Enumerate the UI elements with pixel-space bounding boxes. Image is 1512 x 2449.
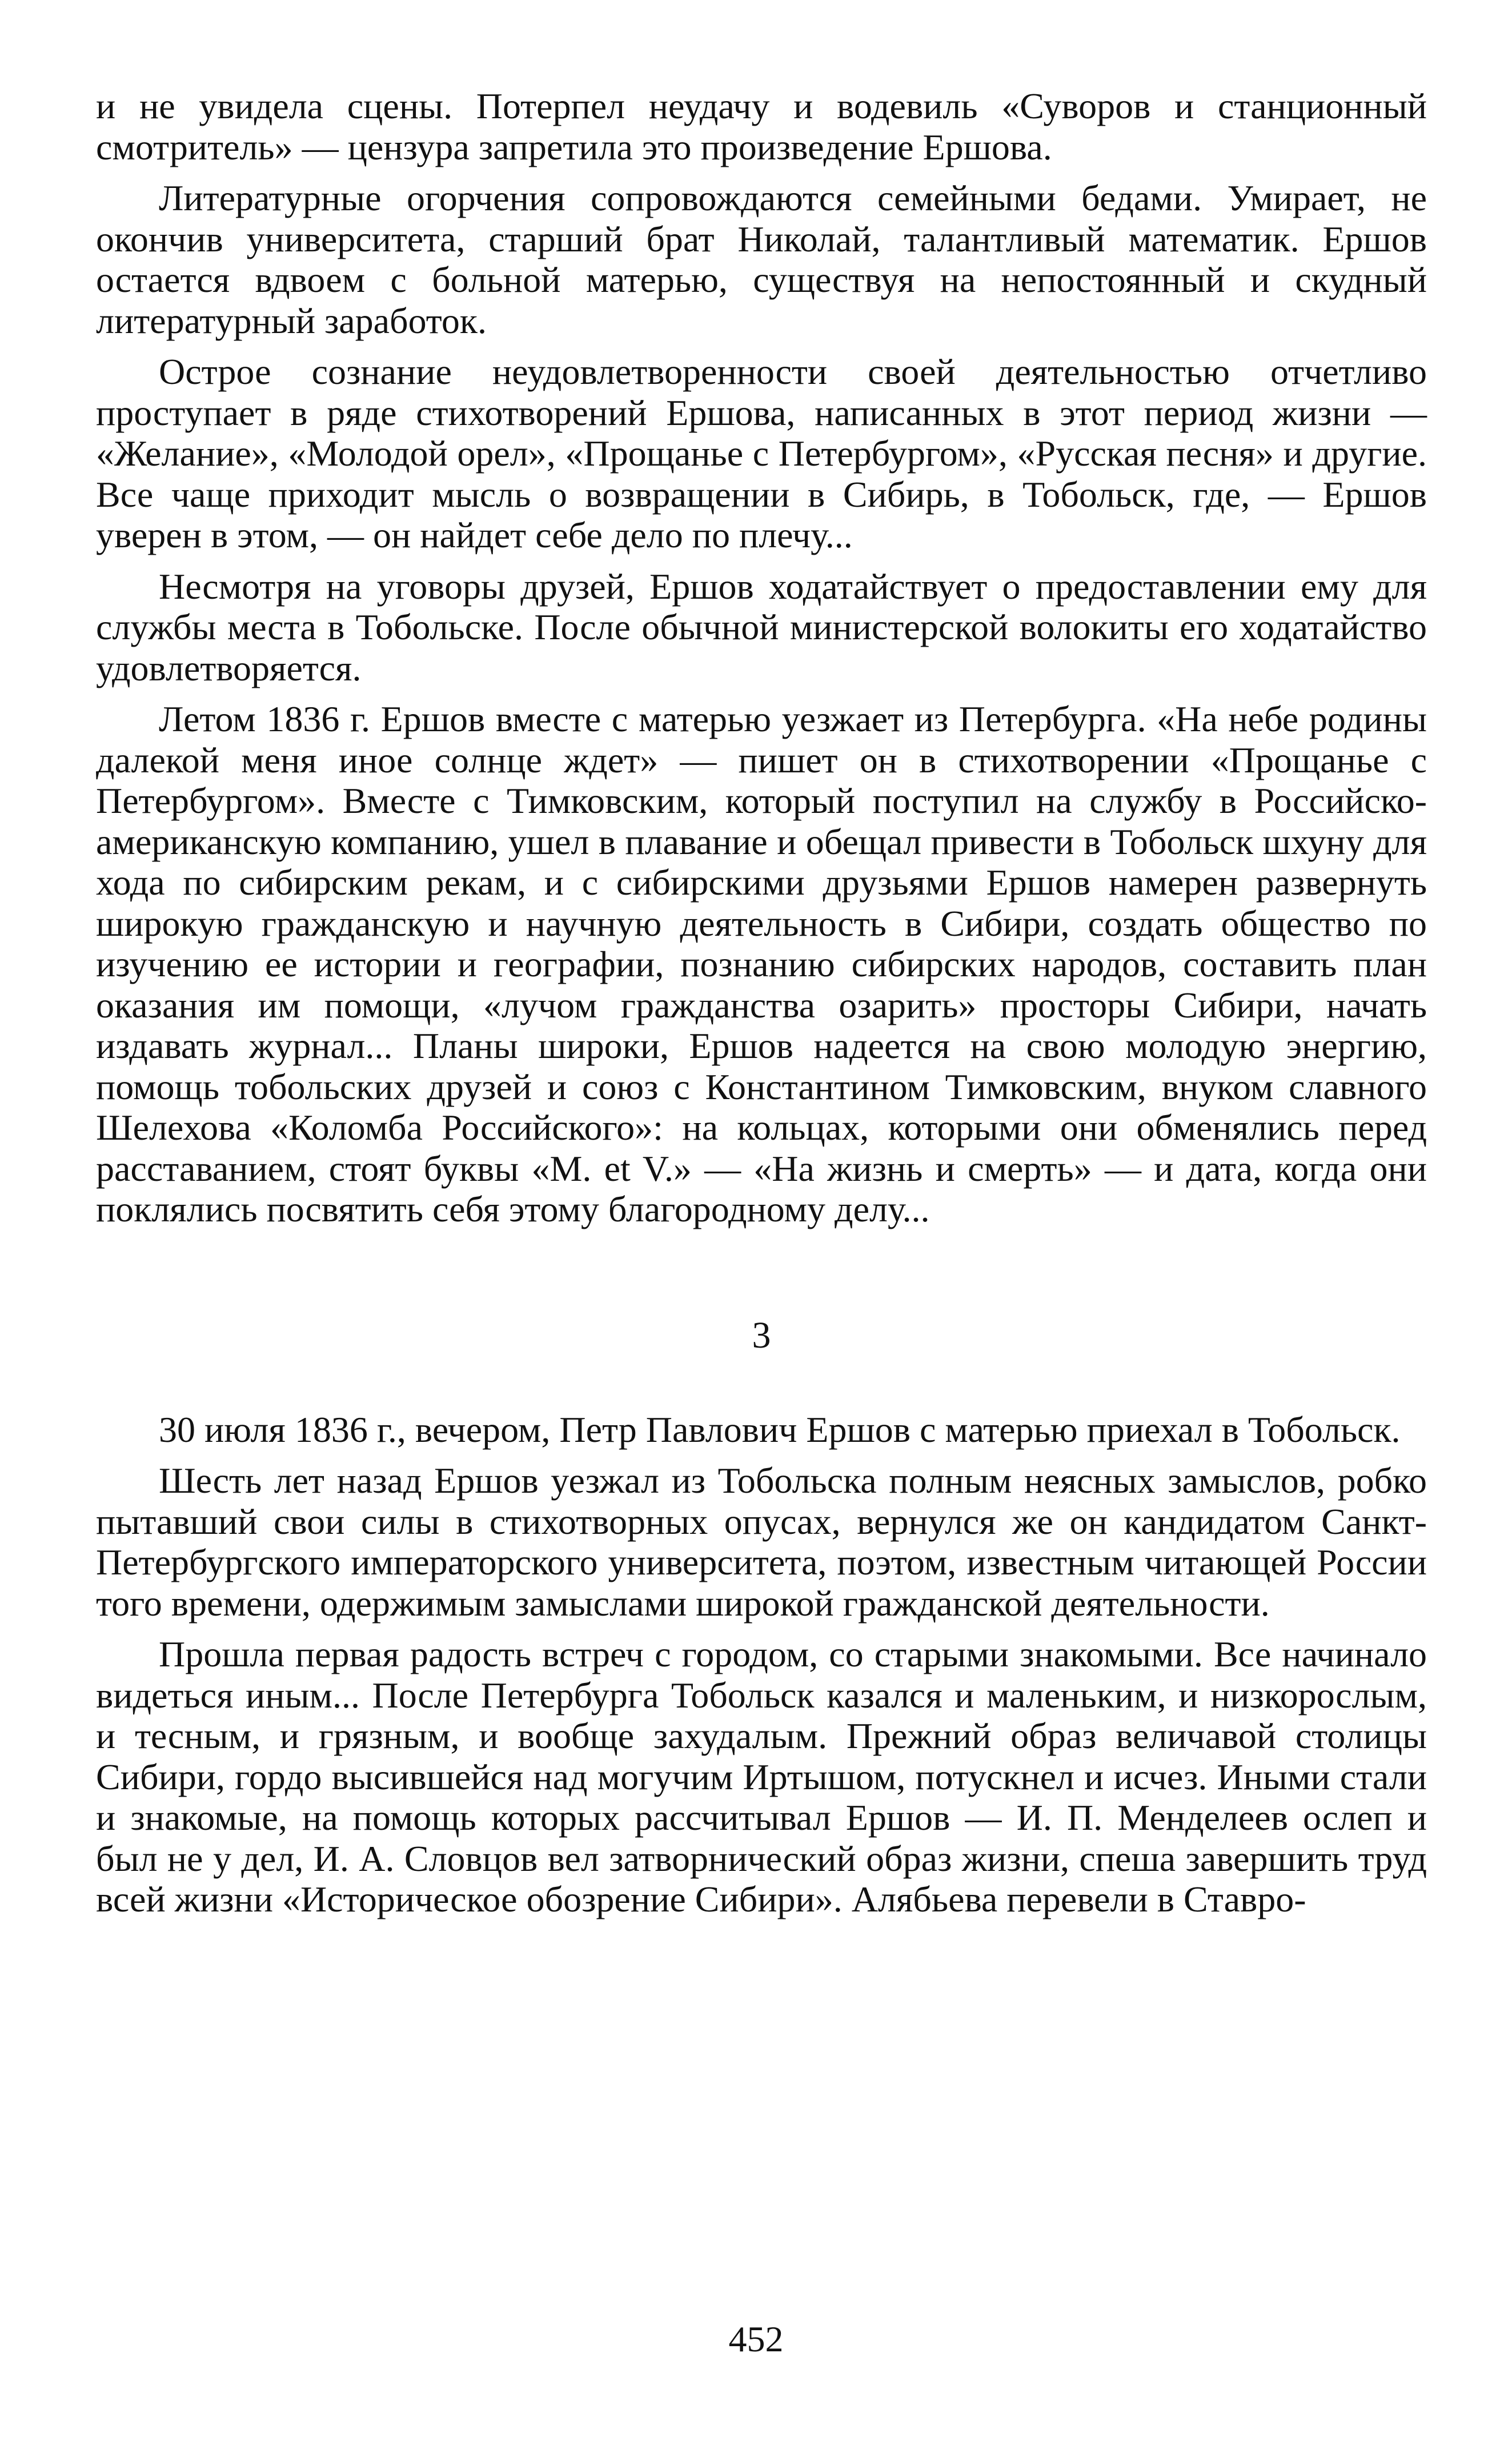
paragraph: Прошла первая радость встреч с городом, со старыми знакомыми. Все начинало видеться иным... После Петербурга Тобольск казался и маленьким, и низкорослым, и тесным, и грязным, и вообще захудалым. Прежний образ величавой столицы Сибири, гордо высившейся над могучим Иртышом, потускнел и исчез. Иными стали и знакомые, на помощь которых рассчитывал Ершов — И. П. Менделеев ослеп и был не у дел, И. А. Словцов вел затворнический образ жизни, спеша завершить труд всей жизни «Историческое обозрение Сибири». Алябьева перевели в Ставро-	[96, 1634, 1427, 1919]
page-number: 452	[728, 2319, 784, 2359]
paragraph: Летом 1836 г. Ершов вместе с матерью уезжает из Петербурга. «На небе родины далекой меня иное солнце ждет» — пишет он в стихотворении «Прощанье с Петербургом». Вместе с Тимковским, который поступил на службу в Российско-американскую компанию, ушел в плавание и обещал привести в Тобольск шхуну для хода по сибирским рекам, и с сибирскими друзьями Ершов намерен развернуть широкую гражданскую и научную деятельность в Сибири, создать общество по изучению ее истории и географии, познанию сибирских народов, составить план оказания им помощи, «лучом гражданства озарить» просторы Сибири, начать издавать журнал... Планы широки, Ершов надеется на свою молодую энергию, помощь тобольских друзей и союз с Константином Тимковским, внуком славного Шелехова «Коломба Российского»: на кольцах, которыми они обменялись перед расставанием, стоят буквы «M. et V.» — «На жизнь и смерть» — и дата, когда они поклялись посвятить себя этому благородному делу...	[96, 699, 1427, 1229]
paragraph: 30 июля 1836 г., вечером, Петр Павлович Ершов с матерью приехал в Тобольск.	[159, 1409, 1401, 1450]
page-body	[96, 86, 1427, 1920]
paragraph: Несмотря на уговоры друзей, Ершов ходатайствует о предоставлении ему для службы места в Тобольске. После обычной министерской волокиты его ходатайство удовлетворяется.	[96, 566, 1427, 688]
paragraph-continuation: и не увидела сцены. Потерпел неудачу и водевиль «Суворов и станционный смотритель» — цензура запретила это произведение Ершова.	[96, 86, 1427, 167]
section-number: 3	[752, 1314, 771, 1356]
paragraph: Острое сознание неудовлетворенности своей деятельностью отчетливо проступает в ряде стихотворений Ершова, написанных в этот период жизни — «Желание», «Молодой орел», «Прощанье с Петербургом», «Русская песня» и другие. Все чаще приходит мысль о возвращении в Сибирь, в Тобольск, где, — Ершов уверен в этом, — он найдет себе дело по плечу...	[96, 351, 1427, 555]
paragraph: Литературные огорчения сопровождаются семейными бедами. Умирает, не окончив университета, старший брат Николай, талантливый математик. Ершов остается вдвоем с больной матерью, существуя на непостоянный и скудный литературный заработок.	[96, 178, 1427, 341]
paragraph: Шесть лет назад Ершов уезжал из Тобольска полным неясных замыслов, робко пытавший свои силы в стихотворных опусах, вернулся же он кандидатом Санкт-Петербургского императорского университета, поэтом, известным читающей России того времени, одержимым замыслами широкой гражданской деятельности.	[96, 1460, 1427, 1624]
